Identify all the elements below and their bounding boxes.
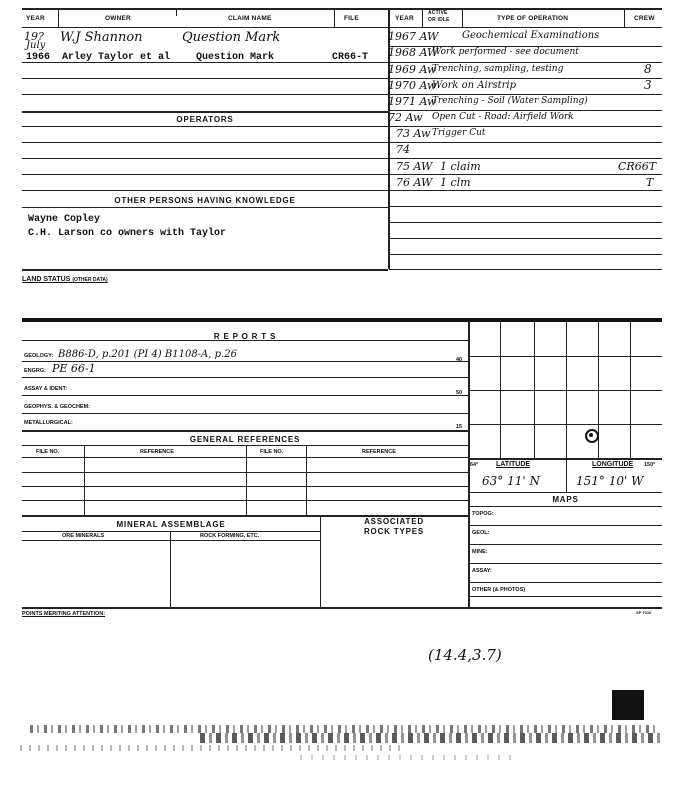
operators-heading: OPERATORS <box>176 115 234 124</box>
report-value-engrg: PE 66-1 <box>52 362 96 375</box>
operation-entry: 1969 Aw <box>388 63 437 76</box>
owner-row-owner: W.J Shannon <box>60 30 143 45</box>
operation-text: 1 claim <box>440 160 481 173</box>
longitude-label: LONGITUDE <box>592 461 634 468</box>
operation-entry: 1971 Aw <box>388 95 437 108</box>
report-num: 50 <box>456 390 463 396</box>
report-label-assay: ASSAY & IDENT: <box>24 386 68 392</box>
lat-corner: 64° <box>470 462 479 468</box>
land-status-label: LAND STATUS (OTHER DATA) <box>22 276 108 283</box>
knowledge-line: Wayne Copley <box>28 214 101 225</box>
header-owner: OWNER <box>105 15 131 22</box>
owner-row-year: 1966 <box>26 52 51 63</box>
form-number: SP 7010 <box>636 610 652 615</box>
operation-entry: 72 Aw <box>388 111 423 124</box>
report-label-geology: GEOLOGY: <box>24 353 54 359</box>
maps-topog: TOPOG: <box>472 511 494 517</box>
latitude-label: LATITUDE <box>496 461 531 468</box>
maps-geol: GEOL: <box>472 530 490 536</box>
maps-title: MAPS <box>552 495 579 504</box>
operation-text: Open Cut - Road: Airfield Work <box>432 112 574 122</box>
mineral-assemblage-title: MINERAL ASSEMBLAGE <box>116 520 226 529</box>
header-file: FILE <box>344 15 359 22</box>
operation-text: Geochemical Examinations <box>462 30 600 41</box>
operation-crew: 8 <box>644 62 652 76</box>
longitude-value: 151° 10' W <box>576 474 644 488</box>
operation-entry: 1970 Aw <box>388 79 437 92</box>
operation-text: Work on Airstrip <box>432 80 517 91</box>
header-or-idle: OR IDLE <box>428 17 450 23</box>
header-year-2: YEAR <box>395 15 414 22</box>
reports-title: R E P O R T S <box>213 332 277 341</box>
latitude-value: 63° 11' N <box>482 474 540 488</box>
operation-text: Trenching - Soil (Water Sampling) <box>432 96 588 106</box>
report-label-engrg: ENGRG: <box>24 368 46 374</box>
header-type-of-operation: TYPE OF OPERATION <box>497 15 569 22</box>
operation-crew: T <box>646 176 654 189</box>
associated-rock-types: ASSOCIATED <box>364 517 424 526</box>
operation-text: Work performed - see document <box>432 47 579 57</box>
report-num: 15 <box>456 424 463 430</box>
operation-text: 1 clm <box>440 176 471 189</box>
operation-entry: 73 Aw <box>396 127 431 140</box>
knowledge-heading: OTHER PERSONS HAVING KNOWLEDGE <box>114 196 296 205</box>
operation-entry: 1967 AW <box>388 30 439 43</box>
owner-row-claim: Question Mark <box>196 52 275 63</box>
ref-header: FILE NO. <box>260 449 284 455</box>
lon-corner: 150° <box>644 462 656 468</box>
report-value-geology: B886-D, p.201 (PI 4) B1108-A, p.26 <box>58 349 237 360</box>
report-num: 40 <box>456 357 463 363</box>
maps-other: OTHER (& PHOTOS) <box>472 587 526 593</box>
maps-assay: ASSAY: <box>472 568 492 574</box>
header-claim-name: CLAIM NAME <box>228 15 272 22</box>
maps-mine: MINE: <box>472 549 488 555</box>
owner-row-year: 19? <box>24 30 44 43</box>
operation-entry: 1968 AW <box>388 46 439 59</box>
points-meriting-attention: POINTS MERITING ATTENTION: <box>22 611 106 617</box>
operation-crew: 3 <box>644 78 652 92</box>
associated-rock-types-2: ROCK TYPES <box>363 527 424 536</box>
handwritten-annotation: (14.4,3.7) <box>428 646 502 664</box>
owner-row-owner: Arley Taylor et al <box>62 52 171 63</box>
owner-row-year-month: July <box>26 40 46 51</box>
ref-header: REFERENCE <box>140 449 174 455</box>
report-label-metallurgical: METALLURGICAL: <box>24 420 73 426</box>
rock-forming-header: ROCK FORMING, ETC. <box>200 533 260 539</box>
operation-entry: 74 <box>396 143 410 156</box>
operation-entry: 75 AW <box>396 160 433 173</box>
owner-row-file: CR66-T <box>332 52 369 63</box>
header-year: YEAR <box>26 15 45 22</box>
header-active: ACTIVE <box>428 10 448 16</box>
operation-text: Trenching, sampling, testing <box>432 64 564 74</box>
operation-entry: 76 AW <box>396 176 433 189</box>
ref-header: FILE NO. <box>36 449 60 455</box>
owner-row-claim: Question Mark <box>182 30 281 45</box>
report-label-geophys: GEOPHYS. & GEOCHEM: <box>24 404 91 410</box>
operation-text: Trigger Cut <box>432 128 486 138</box>
ref-header: REFERENCE <box>362 449 396 455</box>
ore-minerals-header: ORE MINERALS <box>62 533 105 539</box>
knowledge-line: C.H. Larson co owners with Taylor <box>28 228 227 239</box>
header-crew: CREW <box>634 15 655 22</box>
operation-crew: CR66T <box>618 160 657 173</box>
general-references-title: GENERAL REFERENCES <box>189 435 301 444</box>
